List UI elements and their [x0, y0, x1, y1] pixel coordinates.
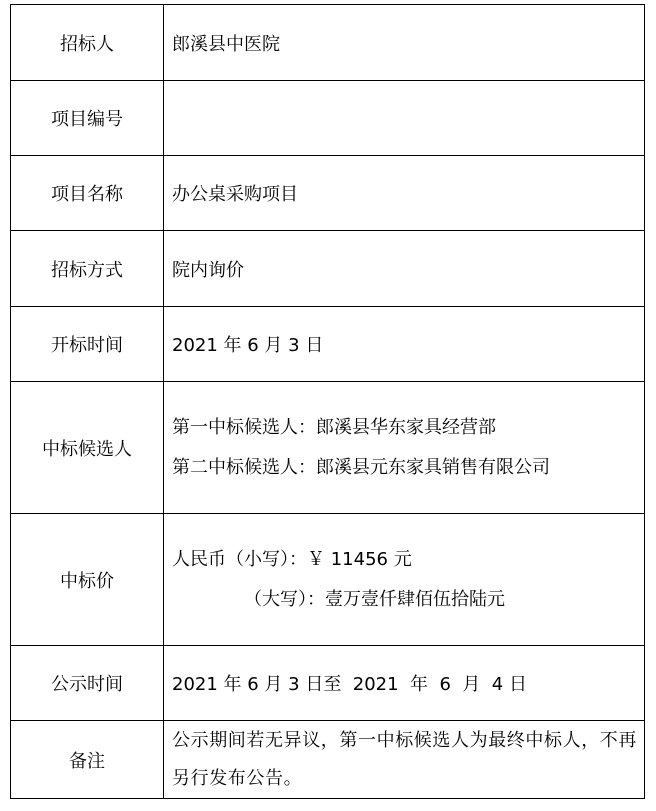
project-no-value — [164, 81, 645, 156]
row-publicity-time — [11, 646, 645, 721]
method-value: 院内询价 — [164, 231, 645, 307]
price-upper: （大写）：壹万壹仟肆佰伍拾陆元 — [244, 588, 505, 610]
row-candidates — [11, 382, 645, 514]
price-label: 中标价 — [11, 514, 164, 646]
project-name-value: 办公桌采购项目 — [164, 156, 645, 231]
tenderer-value: 郎溪县中医院 — [164, 5, 645, 81]
row-price — [11, 514, 645, 646]
tenderer-label: 招标人 — [11, 5, 164, 81]
project-name-label: 项目名称 — [11, 156, 164, 231]
price-value — [164, 514, 645, 646]
publicity-time-value — [164, 646, 645, 721]
publicity-time-text: 2021 年 6 月 3 日至 2021 年 6 月 4 日 — [172, 674, 527, 695]
remarks-value: 公示期间若无异议，第一中标候选人为最终中标人，不再另行发布公告。 — [164, 721, 645, 799]
row-method — [11, 231, 645, 307]
remarks-label: 备注 — [11, 721, 164, 799]
opening-time-value: 2021 年 6 月 3 日 — [164, 307, 645, 382]
row-tenderer — [11, 5, 645, 81]
row-project-no — [11, 81, 645, 156]
first-candidate: 第一中标候选人：郎溪县华东家具经营部 — [172, 416, 496, 438]
row-remarks — [11, 721, 645, 799]
publicity-time-label: 公示时间 — [11, 646, 164, 721]
method-label: 招标方式 — [11, 231, 164, 307]
bid-result-table — [10, 4, 645, 799]
project-no-label: 项目编号 — [11, 81, 164, 156]
row-project-name — [11, 156, 645, 231]
opening-time-label: 开标时间 — [11, 307, 164, 382]
second-candidate: 第二中标候选人：郎溪县元东家具销售有限公司 — [172, 456, 550, 478]
price-lower: 人民币（小写）：￥ 11456 元 — [172, 548, 412, 570]
row-opening-time — [11, 307, 645, 382]
candidates-value — [164, 382, 645, 514]
candidates-label: 中标候选人 — [11, 382, 164, 514]
